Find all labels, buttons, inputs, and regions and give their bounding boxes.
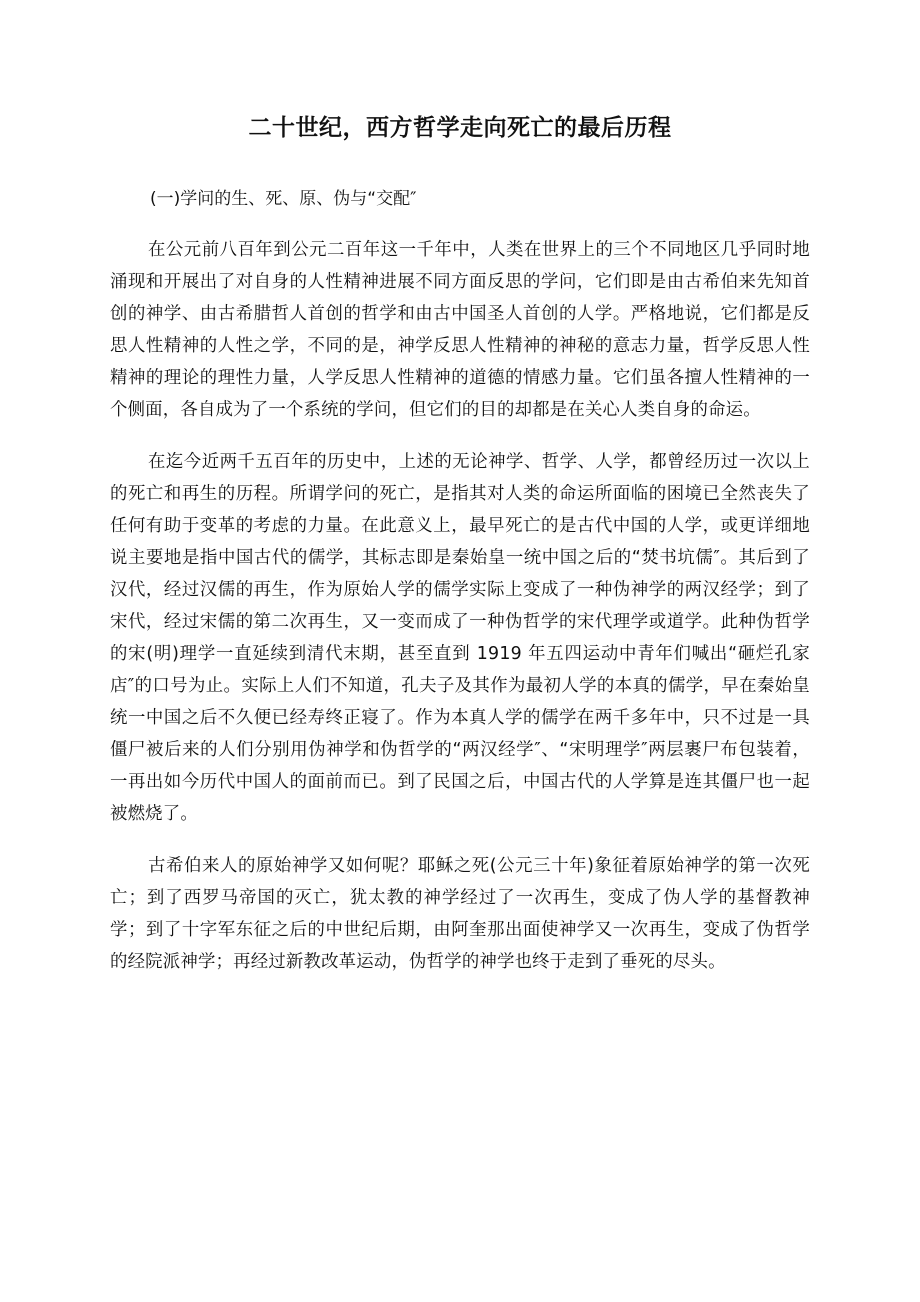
paragraph: 在迄今近两千五百年的历史中，上述的无论神学、哲学、人学，都曾经历过一次以上的死亡和再生的历程。所谓学问的死亡，是指其对人类的命运所面临的困境已全然丧失了任何有助于变革的考虑的力量。在此意义上，最早死亡的是古代中国的人学，或更详细地说主要地是指中国古代的儒学，其标志即是秦始皇一统中国之后的“焚书坑儒″。其后到了汉代，经过汉儒的再生，作为原始人学的儒学实际上变成了一种伪神学的两汉经学；到了宋代，经过宋儒的第二次再生，又一变而成了一种伪哲学的宋代理学或道学。此种伪哲学的宋(明)理学一直延续到清代末期，甚至直到 1919 年五四运动中青年们喊出“砸烂孔家店″的口号为止。实际上人们不知道，孔夫子及其作为最初人学的本真的儒学，早在秦始皇统一中国之后不久便已经寿终正寝了。作为本真人学的儒学在两千多年中，只不过是一具僵尸被后来的人们分别用伪神学和伪哲学的“两汉经学″、“宋明理学″两层裹尸布包装着，一再出如今历代中国人的面前而已。到了民国之后，中国古代的人学算是连其僵尸也一起被燃烧了。 bbox=[110, 452, 810, 824]
document-body bbox=[110, 234, 810, 998]
paragraph: 古希伯来人的原始神学又如何呢？耶稣之死(公元三十年)象征着原始神学的第一次死亡；到了西罗马帝国的灭亡，犹太教的神学经过了一次再生，变成了伪人学的基督教神学；到了十字军东征之后的中世纪后期，由阿奎那出面使神学又一次再生，变成了伪哲学的经院派神学；再经过新教改革运动，伪哲学的神学也终于走到了垂死的尽头。 bbox=[110, 856, 810, 972]
section-heading: (一)学问的生、死、原、伪与“交配″ bbox=[150, 189, 417, 209]
paragraph: 在公元前八百年到公元二百年这一千年中，人类在世界上的三个不同地区几乎同时地涌现和开展出了对自身的人性精神进展不同方面反思的学问，它们即是由古希伯来先知首创的神学、由古希腊哲人首创的哲学和由古中国圣人首创的人学。严格地说，它们都是反思人性精神的人性之学，不同的是，神学反思人性精神的神秘的意志力量，哲学反思人性精神的理论的理性力量，人学反思人性精神的道德的情感力量。它们虽各擅人性精神的一个侧面，各自成为了一个系统的学问，但它们的目的却都是在关心人类自身的命运。 bbox=[110, 240, 810, 420]
document-title: 二十世纪，西方哲学走向死亡的最后历程 bbox=[248, 114, 672, 141]
